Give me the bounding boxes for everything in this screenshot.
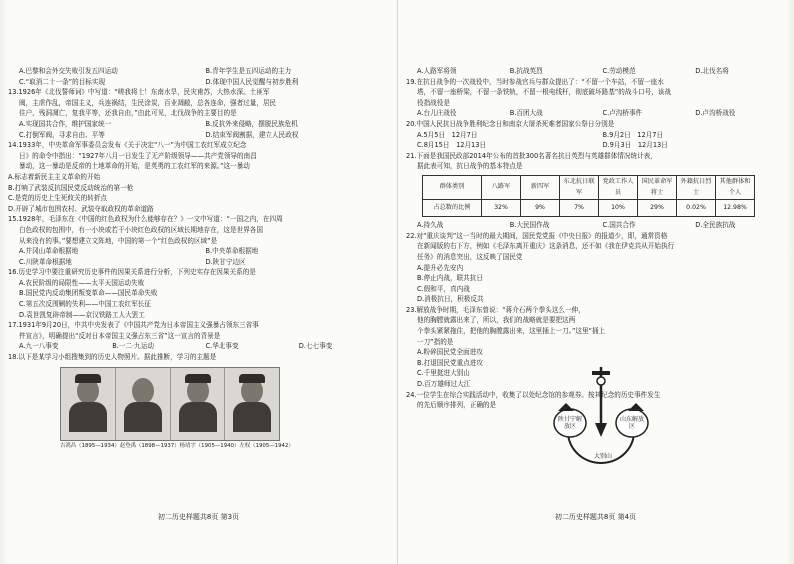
portrait-photo: [225, 368, 279, 440]
answer-options: [406, 108, 788, 119]
table-header-cell: 群体类别: [423, 175, 482, 199]
photo-caption: 杨靖宇（1905—1940）: [179, 442, 240, 449]
question-stem: 20.中国人民抗日战争胜利纪念日和南京大屠杀死难者国家公祭日分别是: [406, 119, 615, 128]
page-3-footer: 初二历史样题共8页 第3页: [157, 513, 240, 521]
answer-options: [406, 140, 788, 151]
answer-option: C.华北事变: [205, 342, 239, 351]
question-stem: C.是党的历史上生死攸关的转折点: [8, 194, 108, 203]
portrait-photo: [61, 368, 116, 440]
question-stem: 15.1928年，毛泽东在《中国的红色政权为什么能够存在？》一文中写道：“一国之内，在四周: [8, 215, 283, 224]
question-text-line: A.农民阶级的局限性——太平天国运动失败: [19, 278, 145, 287]
page-4-footer: 初二历史样题共8页 第4页: [554, 513, 637, 521]
question-stem: 21.下面是我国民政部2014年公布的首批300名著名抗日英烈与英雄群体情况统计表，: [406, 151, 657, 160]
question-stem: D.开辟了城市包围农村、武装夺取政权的革命道路: [8, 204, 154, 213]
answer-option: A.5月5日 12月7日: [417, 130, 478, 139]
page-4-questions-top: [406, 66, 788, 172]
table-header-cell: 国民革命军将士: [638, 175, 677, 199]
question-text-line: C.第五次反围剿的失利——中国工农红军长征: [19, 300, 151, 309]
question-text-line: C.假和平，真内战: [417, 284, 470, 293]
answer-option: C.8月15日 12月13日: [417, 141, 487, 150]
photo-caption: 吉鸿昌（1895—1934）: [60, 442, 120, 449]
answer-option: A.九一八事变: [19, 342, 59, 351]
table-cell: 9%: [521, 200, 560, 217]
table-header-cell: 其他群体和个人: [716, 175, 755, 199]
question-text-line: 件宣言》，明确提出“反对日本帝国主义强占东三省”这一宣言的背景是: [19, 331, 221, 340]
portrait-photo: [116, 368, 171, 440]
question-text-line: 役指战役是: [417, 98, 450, 107]
photo-caption: 赵登禹（1898—1937）: [119, 442, 180, 449]
question-stem: 17.1931年9月20日，中共中央发表了《中国共产党为日本帝国主义强暴占领东三省事: [8, 321, 259, 330]
question-text-line: C.千里挺进大别山: [417, 369, 470, 378]
diagram-right-label: 山东解放区: [619, 416, 644, 430]
answer-option: C.打倒军阀，寻求自由、平等: [19, 130, 105, 139]
answer-options: [8, 66, 392, 77]
table-cell: 32%: [482, 200, 521, 217]
question-stem: 23.解放战争时期，毛泽东曾说：“蒋介石两个拳头这么一伸，: [406, 305, 585, 314]
answer-option: D.结束军阀割据，建立人民政权: [205, 130, 299, 139]
answer-option: B.百团大战: [509, 109, 543, 118]
answer-option: D.陕甘宁边区: [205, 257, 246, 266]
answer-option: A.巴黎和会外交失败引发五四运动: [19, 67, 118, 75]
martyrs-statistics-table: [422, 175, 755, 217]
answer-option: A.人路军将领: [417, 67, 457, 75]
answer-options: [8, 246, 392, 257]
answer-option: D.七七事变: [298, 342, 333, 351]
answer-option: D.卢沟桥战役: [695, 109, 736, 118]
answer-options: [406, 66, 788, 77]
answer-option: A.井冈山革命根据地: [19, 247, 79, 256]
question-text-line: 他的胸膛就露出来了，所以，我们的战略就是要把这两: [417, 316, 576, 325]
page-3: [8, 66, 392, 450]
answer-option: D.9月3日 12月13日: [602, 141, 668, 150]
question-text-line: 的先后顺序排列，正确的是: [417, 401, 497, 410]
question-text-line: 一刀”指的是: [417, 337, 454, 346]
question-text-line: A.粉碎国民党全面进攻: [417, 348, 483, 357]
question-text-line: B.停止内战，联共抗日: [417, 274, 483, 283]
question-text-line: B.打退国民党重点进攻: [417, 358, 483, 367]
question-text-line: 任务》的消息突出，这反映了国民党: [417, 252, 523, 261]
question-text-line: B.国民党内反动集团叛变革命——国民革命失败: [19, 289, 158, 298]
question-text-line: D.袁世凯复辟帝制——京汉铁路工人大罢工: [19, 310, 145, 319]
answer-option: C.卢沟桥事件: [602, 109, 643, 118]
answer-option: B.大民国作战: [509, 221, 550, 230]
question-text-line: 阀，主虐作乱，帝国主义，兵连祸结，生民涂炭，百业凋敝，总各连命，强者过量，居民: [19, 98, 277, 107]
question-stem: 24.一位学生在综合实践活动中，收集了以处纪念馆的参观券。按其纪念的历史事件发生: [406, 390, 661, 399]
question-stem: B.打响了武装反抗国民党反动统治的第一枪: [8, 183, 134, 192]
question-stem: 19.在抗日战争的一次战役中，当时参战官兵与群众提出了：“不留一个车站，不留一座水: [406, 77, 664, 86]
answer-options: [8, 257, 392, 268]
answer-option: B.中央革命根据地: [205, 247, 259, 256]
page-4: [406, 66, 788, 460]
question-text-line: 塔，不留一座桥梁，不留一条铁轨，不留一根电线杆，彻底破坏路基”的战斗口号，该战: [417, 88, 671, 97]
question-text-line: D.百万雄师过大江: [417, 380, 471, 389]
table-cell: 12.98%: [716, 200, 755, 217]
photo-captions: [60, 442, 294, 450]
diagram-left-label: 陕甘宁解放区: [557, 416, 582, 430]
photo-caption: 左权（1905—1942）: [239, 442, 294, 449]
question-text-line: 在新闻版的右下方，例如《毛泽东离开重庆》这条消息，还不如《我在伊克共从开始执行: [417, 242, 675, 251]
answer-option: C.川陕革命根据地: [19, 257, 72, 266]
question-stem: 22.对“重庆谈判”这一当时的最大期间，国民党党报《中央日报》的报道少，即，通常资格: [406, 231, 668, 240]
page-fold-divider: [397, 0, 398, 564]
question-text-line: 个拳头紧紧拖住，把他的胸膛露出来，这里捅上一刀。”这里“捅上: [417, 327, 606, 336]
answer-options: [8, 119, 392, 130]
question-stem: 13.1926年《北伐誓师词》中写道：“嗟我将士！东南水旱，民灾甫苏，大热水深。土匪军: [8, 88, 270, 97]
answer-option: D.体现中国人民觉醒与初步胜利: [205, 77, 299, 86]
table-cell: 10%: [599, 200, 638, 217]
answer-option: A.台儿庄战役: [417, 109, 457, 118]
table-cell: 29%: [638, 200, 677, 217]
question-text-line: 白色政权的包围中，有一小块或若干小块红色政权的区域长期地存在，这是世界各国: [19, 225, 263, 234]
answer-option: B.青年学生是五四运动的主力: [205, 67, 292, 75]
diagram-bottom-label: 大别山: [593, 453, 612, 460]
table-cell: 0.02%: [677, 200, 716, 217]
answer-option: C.“取消二十一条”的目标实现: [19, 77, 106, 86]
question-stem: A.标志着新民主主义革命的开始: [8, 172, 101, 181]
table-cell: 占总数的比例: [423, 200, 482, 217]
question-stem: 16.历史学习中要注重研究历史事件的因果关系进行分析，下列史实存在因果关系的是: [8, 268, 256, 277]
answer-option: A.持久战: [417, 221, 444, 230]
answer-options: [8, 130, 392, 141]
answer-options: [8, 77, 392, 88]
answer-option: B.抗战英烈: [509, 67, 543, 75]
table-header-cell: 外籍抗日烈士: [677, 175, 716, 199]
answer-option: D.北伐名将: [695, 67, 729, 75]
table-header-cell: 八路军: [482, 175, 521, 199]
answer-option: B.反抗外来侵略，摆脱民族危机: [205, 119, 298, 128]
question-text-line: D.消极抗日，积极反共: [417, 295, 484, 304]
table-cell: 7%: [560, 200, 599, 217]
portrait-photo: [171, 368, 226, 440]
question-text-line: A.提升必先安内: [417, 263, 464, 272]
answer-option: D.全民族抗战: [695, 221, 736, 230]
question-text-line: 住户，残洞凋亡，复我平等，还我自由，”由此可见，北伐战争的主要目的是: [19, 109, 237, 118]
table-header-cell: 新四军: [521, 175, 560, 199]
question-text-line: 日》的命令中指出：“1927年八月一日发生了无产阶级领导——共产党领导的南昌: [19, 151, 257, 160]
question-stem: 18.以下是某学习小组搜集到的历史人物照片。据此推断，学习的主题是: [8, 353, 217, 362]
question-stem: 14.1933年，中央革命军事委员会发布《关于决定“八一”为中国工农红军成立纪念: [8, 141, 247, 150]
answer-options: [406, 130, 788, 141]
table-header-cell: 东北抗日联军: [560, 175, 599, 199]
answer-option: C.国共合作: [602, 221, 636, 230]
question-text-line: 从来没有的事。”要想建立文阵地，中国的第一个“红色政权的区域”是: [19, 236, 218, 245]
strategy-diagram: [548, 363, 654, 479]
page-3-questions: [8, 66, 392, 363]
answer-options: [406, 220, 788, 231]
historical-photos: [60, 367, 280, 441]
question-text-line: 暴动，这一暴动是反帝的土地革命的开始，是英勇的工农红军的来源。”这一暴动: [19, 162, 250, 171]
answer-options: [8, 341, 392, 352]
answer-option: B.9月2日 12月7日: [602, 130, 664, 139]
answer-option: A.实现国共合作，维护国家统一: [19, 119, 112, 128]
table-header-cell: 党政工作人员: [599, 175, 638, 199]
question-text-line: 据此表可知，抗日战争的基本特点是: [417, 162, 523, 171]
answer-option: B.一二·九运动: [112, 342, 154, 351]
answer-option: C.劳动模范: [602, 67, 636, 75]
